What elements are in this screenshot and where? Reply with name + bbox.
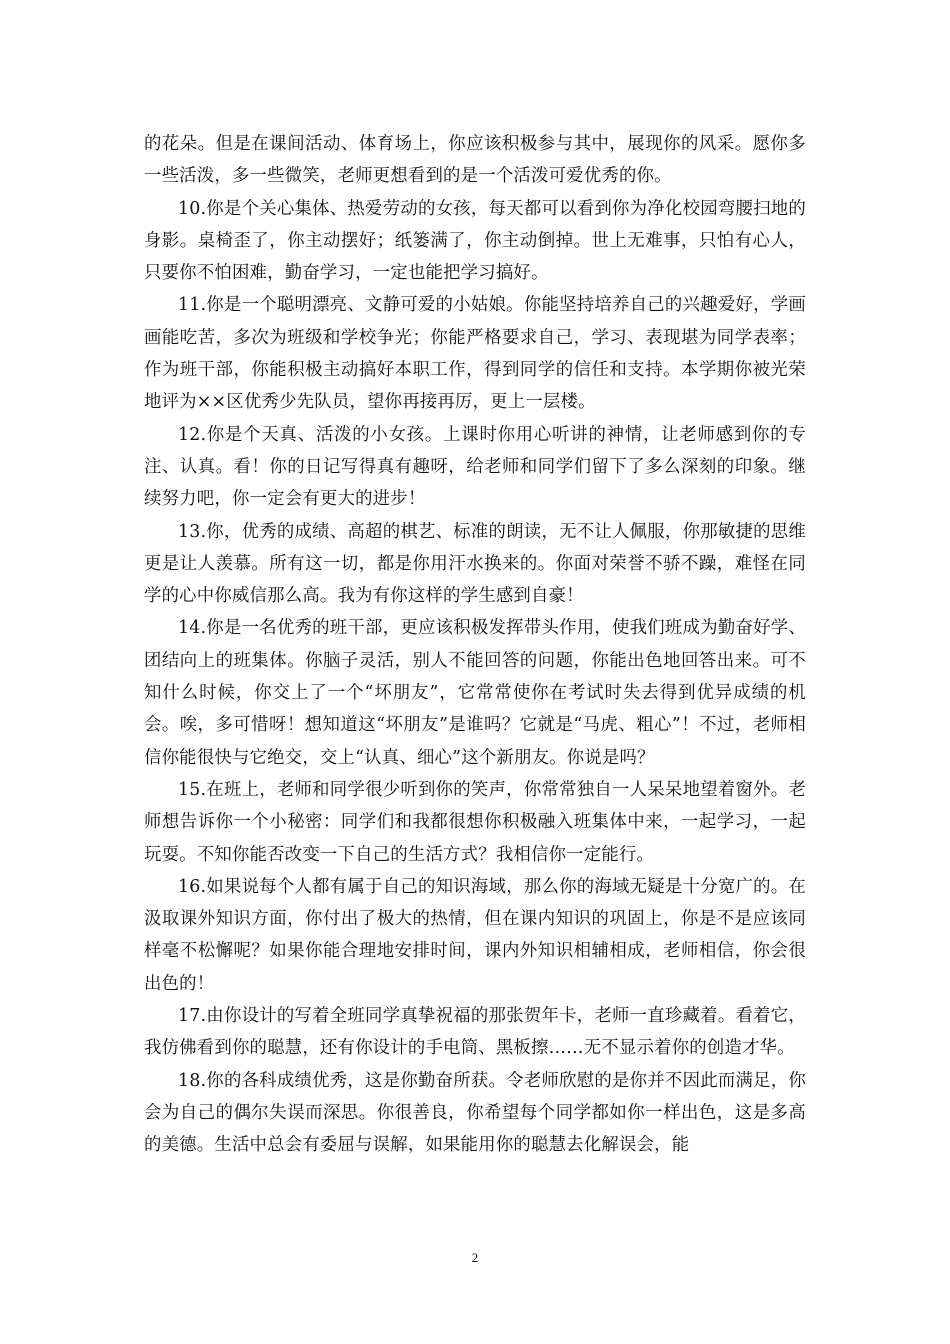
paragraph-comment-12: 12.你是个天真、活泼的小女孩。上课时你用心听讲的神情，让老师感到你的专注、认真。看！你的日记写得真有趣呀，给老师和同学们留下了多么深刻的印象。继续努力吧，你一定会有更大的进步！ — [144, 424, 806, 510]
paragraph-comment-14: 14.你是一名优秀的班干部，更应该积极发挥带头作用，使我们班成为勤奋好学、团结向上的班集体。你脑子灵活，别人不能回答的问题，你能出色地回答出来。可不知什么时候，你交上了一个“坏朋友”，它常常使你在考试时失去得到优异成绩的机会。唉，多可惜呀！想知道这“坏朋友”是谁吗？它就是“马虎、粗心”！不过，老师相信你能很快与它绝交，交上“认真、细心”这个新朋友。你说是吗？ — [144, 618, 806, 768]
paragraph-comment-18: 18.你的各科成绩优秀，这是你勤奋所获。令老师欣慰的是你并不因此而满足，你会为自己的偶尔失误而深思。你很善良，你希望每个同学都如你一样出色，这是多高的美德。生活中总会有委屈与误解，如果能用你的聪慧去化解误会，能 — [144, 1070, 806, 1156]
paragraph-comment-17: 17.由你设计的写着全班同学真挚祝福的那张贺年卡，老师一直珍藏着。看着它，我仿佛看到你的聪慧，还有你设计的手电筒、黑板擦……无不显示着你的创造才华。 — [144, 1006, 806, 1059]
paragraph-comment-16: 16.如果说每个人都有属于自己的知识海域，那么你的海域无疑是十分宽广的。在汲取课外知识方面，你付出了极大的热情，但在课内知识的巩固上，你是不是应该同样毫不松懈呢？如果你能合理地安排时间，课内外知识相辅相成，老师相信，你会很出色的！ — [144, 876, 806, 994]
paragraph-comment-15: 15.在班上，老师和同学很少听到你的笑声，你常常独自一人呆呆地望着窗外。老师想告诉你一个小秘密：同学们和我都很想你积极融入班集体中来，一起学习，一起玩耍。不知你能否改变一下自己的生活方式？我相信你一定能行。 — [144, 779, 806, 865]
document-body — [144, 128, 806, 1162]
paragraph-continuation: 的花朵。但是在课间活动、体育场上，你应该积极参与其中，展现你的风采。愿你多一些活泼，多一些微笑，老师更想看到的是一个活泼可爱优秀的你。 — [144, 134, 806, 187]
paragraph-comment-13: 13.你，优秀的成绩、高超的棋艺、标准的朗读，无不让人佩服，你那敏捷的思维更是让人羡慕。所有这一切，都是你用汗水换来的。你面对荣誉不骄不躁，难怪在同学的心中你威信那么高。我为有你这样的学生感到自豪！ — [144, 521, 806, 607]
paragraph-comment-11: 11.你是一个聪明漂亮、文静可爱的小姑娘。你能坚持培养自己的兴趣爱好，学画画能吃苦，多次为班级和学校争光；你能严格要求自己，学习、表现堪为同学表率；作为班干部，你能积极主动搞好本职工作，得到同学的信任和支持。本学期你被光荣地评为××区优秀少先队员，望你再接再厉，更上一层楼。 — [144, 295, 806, 413]
paragraph-comment-10: 10.你是个关心集体、热爱劳动的女孩，每天都可以看到你为净化校园弯腰扫地的身影。桌椅歪了，你主动摆好；纸篓满了，你主动倒掉。世上无难事，只怕有心人，只要你不怕困难，勤奋学习，一定也能把学习搞好。 — [144, 198, 806, 284]
page-number: 2 — [471, 1250, 479, 1265]
